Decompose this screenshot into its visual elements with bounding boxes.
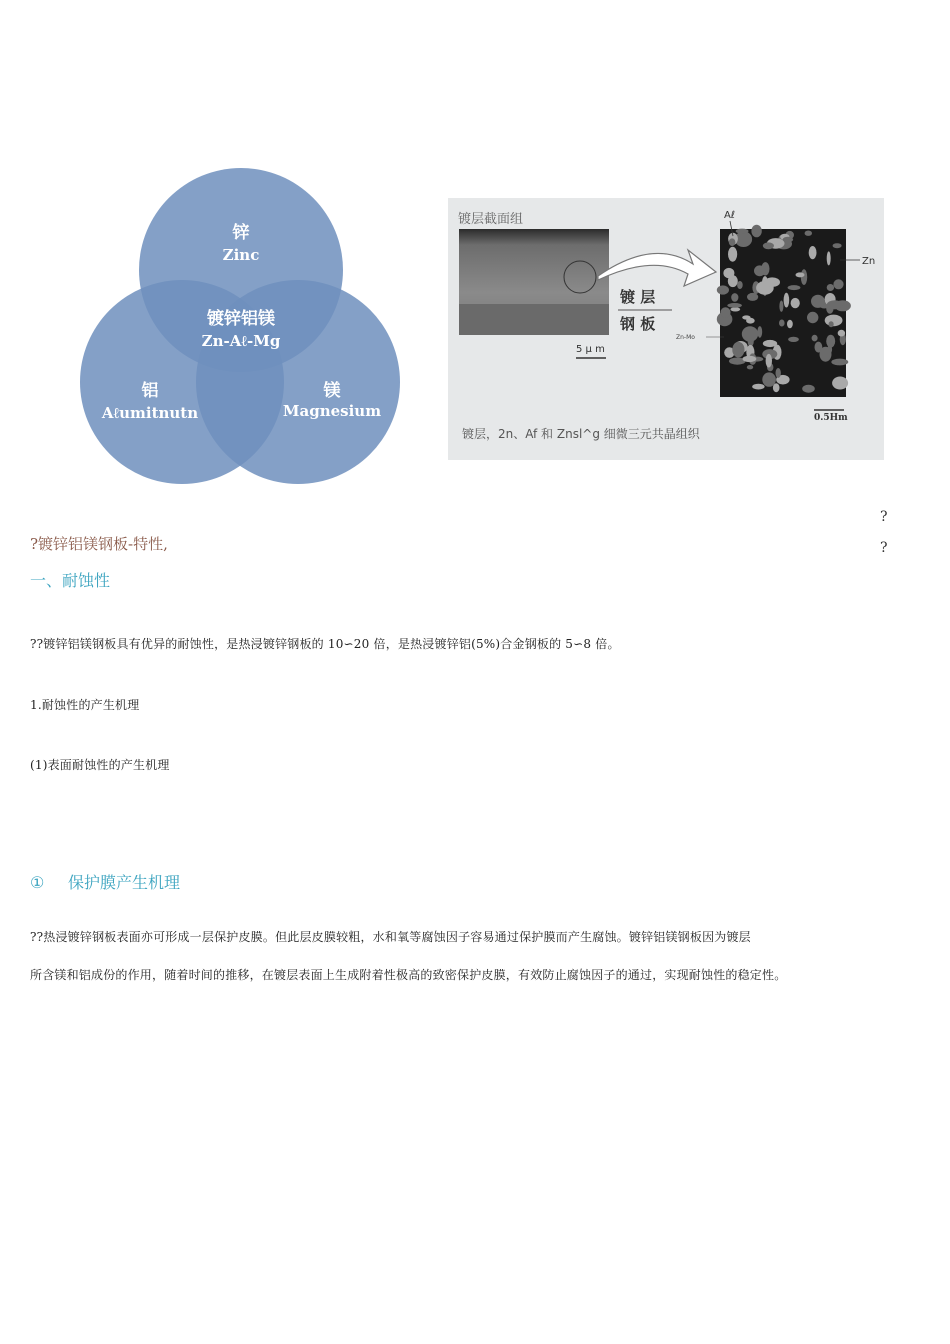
section-heading-corrosion: 一、耐蚀性 — [30, 571, 111, 590]
microstructure-grain — [717, 285, 729, 294]
microstructure-grain — [829, 321, 834, 327]
microstructure-grain — [747, 365, 753, 369]
microstructure-grain — [751, 225, 761, 238]
microstructure-grain — [827, 300, 843, 309]
subheading-mechanism: 1.耐蚀性的产生机理 — [30, 698, 140, 712]
paragraph-film-line-1: ??热浸镀锌钢板表面亦可形成一层保护皮膜。但此层皮膜较粗，水和氧等腐蚀因子容易通过保护膜而产生腐蚀。镀锌铝镁钢板因为镀层 — [30, 930, 751, 944]
microstructure-grain — [730, 307, 740, 311]
micro-bottom-caption: 镀层，2n、Af 和 Znsl^g 细微三元共晶组织 — [462, 427, 700, 441]
microstructure-grain — [757, 326, 762, 338]
microstructure-grain — [763, 242, 774, 249]
aluminum-label-en: Aℓumitnutn — [101, 404, 199, 422]
microstructure-grain — [809, 246, 817, 259]
microstructure-grain — [736, 229, 749, 234]
subheading-surface-mechanism: (1)表面耐蚀性的产生机理 — [30, 758, 170, 772]
stray-mark-2: ? — [880, 540, 888, 556]
paragraph-corrosion-summary: ??镀锌铝镁钢板具有优异的耐蚀性，是热浸镀锌钢板的 10∽20 倍，是热浸镀锌铝(5%)合金钢板的 5∽8 倍。 — [30, 637, 620, 651]
document-title: ?镀锌铝镁钢板-特性, — [30, 535, 168, 553]
scale-label-right: 0.5Hm — [814, 413, 848, 423]
microstructure-grain — [766, 354, 772, 368]
center-label-cn: 镀锌铝镁 — [207, 309, 275, 329]
microstructure-grain — [754, 265, 765, 276]
venn-diagram — [78, 168, 404, 498]
stray-mark-1: ? — [880, 509, 888, 525]
microstructure-grain — [807, 312, 818, 323]
microstructure-grain — [779, 301, 783, 312]
microstructure-grain — [743, 356, 757, 362]
microstructure-grain — [742, 315, 750, 319]
paragraph-film-line-2: 所含镁和铝成份的作用，随着时间的推移，在镀层表面上生成附着性极高的致密保护皮膜，有效防止腐蚀因子的通过，实现耐蚀性的稳定性。 — [30, 968, 787, 982]
microstructure-grain — [732, 342, 744, 358]
aluminum-label-cn: 铝 — [141, 381, 159, 401]
label-al: Aℓ — [724, 210, 735, 221]
microstructure-grain — [752, 384, 764, 390]
zinc-label-cn: 锌 — [232, 223, 250, 243]
magnesium-label-cn: 镁 — [323, 381, 341, 401]
microstructure-grain — [838, 330, 845, 337]
section-number: ① — [30, 873, 45, 892]
micrograph-figure — [448, 198, 884, 460]
microstructure-grain — [747, 293, 758, 301]
microstructure-grain — [727, 303, 742, 308]
magnesium-label-en: Magnesium — [282, 402, 382, 420]
micro-top-caption: 镀层截面组 — [458, 212, 524, 227]
microstructure-grain — [723, 268, 734, 278]
zoom-arrow-icon — [598, 250, 716, 286]
microstructure-grain — [833, 279, 843, 289]
eutectic-microstructure-image — [717, 225, 851, 397]
microstructure-grain — [802, 385, 815, 393]
microstructure-grain — [729, 238, 736, 246]
section-heading-text: 保护膜产生机理 — [68, 873, 181, 892]
microstructure-grain — [832, 377, 848, 390]
microstructure-grain — [788, 337, 799, 342]
microstructure-grain — [827, 284, 834, 291]
label-steel: 钢 板 — [620, 315, 656, 333]
microstructure-grain — [811, 295, 825, 308]
microstructure-grain — [827, 251, 831, 265]
label-znmg: Zn-Mo — [676, 334, 695, 341]
microstructure-grain — [826, 335, 835, 348]
microstructure-grain — [728, 247, 737, 262]
zinc-label-en: Zinc — [222, 246, 260, 264]
microstructure-grain — [820, 347, 832, 362]
microstructure-grain — [791, 298, 800, 308]
microstructure-grain — [833, 243, 842, 248]
center-label-en: Zn-Aℓ-Mg — [201, 332, 281, 350]
label-coating: 镀 层 — [620, 288, 656, 306]
cross-section-image — [459, 229, 609, 335]
scale-label-left: 5 μ m — [576, 344, 605, 355]
microstructure-grain — [783, 237, 793, 243]
microstructure-grain — [742, 326, 758, 341]
microstructure-grain — [720, 307, 730, 318]
microstructure-grain — [784, 293, 790, 308]
microstructure-grain — [762, 372, 776, 386]
microstructure-grain — [831, 359, 848, 366]
microstructure-grain — [765, 277, 780, 287]
section-heading-protective-film — [30, 870, 180, 893]
microstructure-grain — [737, 281, 743, 289]
microstructure-grain — [779, 320, 785, 327]
microstructure-grain — [812, 335, 818, 342]
microstructure-grain — [787, 320, 793, 329]
microstructure-grain — [731, 293, 738, 302]
microstructure-grain — [796, 272, 805, 277]
label-zn: Zn — [862, 256, 876, 267]
microstructure-grain — [805, 231, 812, 236]
microstructure-grain — [788, 285, 801, 290]
microstructure-grain — [776, 368, 781, 378]
